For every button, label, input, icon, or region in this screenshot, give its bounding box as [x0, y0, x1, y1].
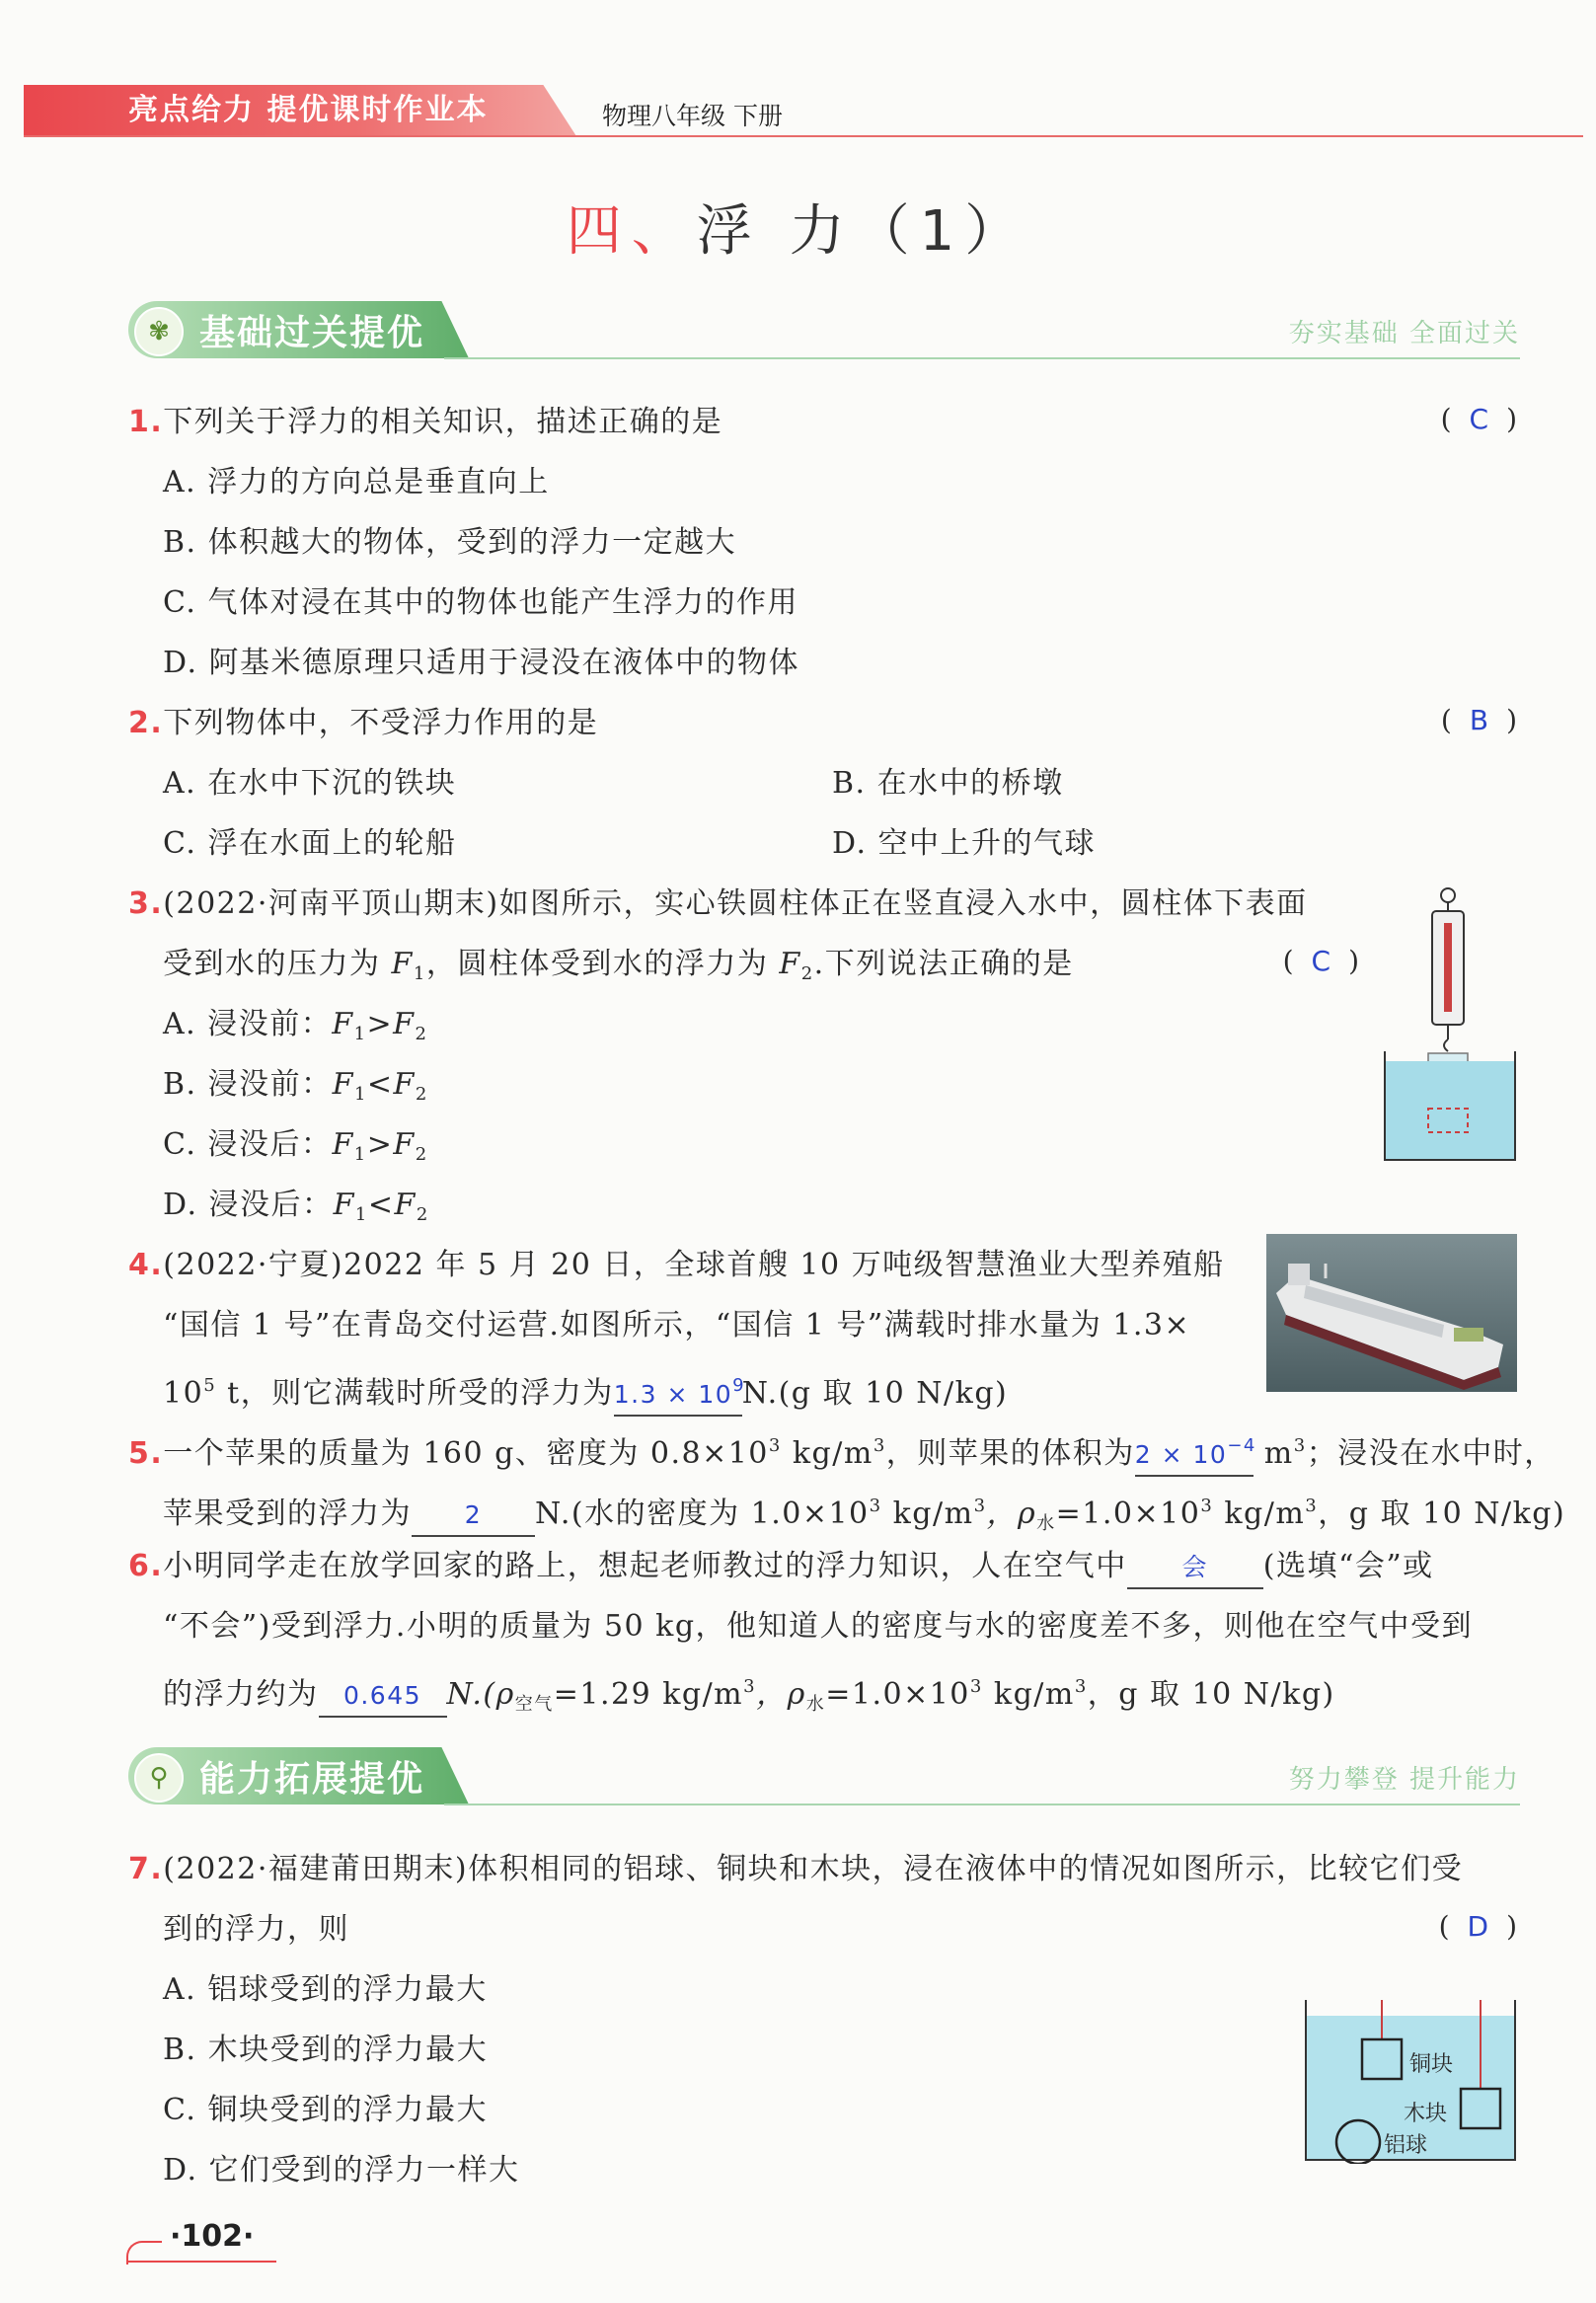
section-rule	[444, 1804, 1520, 1805]
q6-line3: 的浮力约为 0.645 $N.(\rho_{空气}=1.29$ $kg/m^3$，$\rho_水=1.0\times 10^3$ $kg/m^3$，g 取 10 N/kg)	[163, 1667, 1335, 1725]
book-title: 物理八年级 下册	[602, 102, 783, 130]
magnifier-icon: ⚲	[134, 1753, 184, 1803]
q4-blank[interactable]: $1.3 \times 10^9$	[614, 1366, 742, 1417]
wood-label: 木块	[1404, 2102, 1448, 2126]
q3-option-b: B. 浸没前：$F_1<F_2$	[163, 1067, 428, 1105]
aluminum-label: 铝球	[1384, 2133, 1428, 2158]
title-text: 浮 力（1）	[696, 199, 1030, 264]
q6-blank-force[interactable]: 0.645	[319, 1676, 447, 1718]
sprout-icon: ✾	[134, 307, 184, 356]
q7-option-b: B. 木块受到的浮力最大	[163, 2033, 489, 2067]
q2-answer: ( B )	[1440, 704, 1517, 736]
section-label: 基础过关提优	[199, 313, 425, 353]
q7-option-a: A. 铝球受到的浮力最大	[163, 1972, 488, 2007]
q5-blank-volume[interactable]: $2 \times 10^{-4}$	[1135, 1426, 1254, 1477]
q5-line1: 5.一个苹果的质量为 160 g、密度为 $0.8\times 10^3$ $kg/m^3$，则苹果的体积为$2 \times 10^{-4}$ $m^3$；浸没在水中时，	[128, 1426, 1556, 1477]
q2-stem: 2.下列物体中，不受浮力作用的是	[128, 706, 599, 740]
section-rule	[444, 357, 1520, 359]
q4-line1: 4.(2022·宁夏)2022 年 5 月 20 日，全球首艘 10 万吨级智慧渔业大型养殖船	[128, 1248, 1225, 1282]
header-divider	[24, 135, 1583, 137]
q7-option-c: C. 铜块受到的浮力最大	[163, 2093, 488, 2127]
q4-line3: $10^5$ t，则它满载时所受的浮力为$1.3 \times 10^9N.(g$ 取 10 N/kg)	[163, 1366, 1008, 1417]
page-title	[0, 188, 1596, 267]
q7-figure-container	[1303, 1994, 1520, 2164]
q6-line1: 6.小明同学走在放学回家的路上，想起老师教过的浮力知识，人在空气中 会 (选填“会”或	[128, 1547, 1434, 1589]
q1-answer: ( C )	[1440, 403, 1517, 435]
q5-line2: 苹果受到的浮力为 2 N.(水的密度为 $1.0\times 10^3$ $kg/m^3$，$\rho_水=1.0\times 10^3$ $kg/m^3$，g 取 10 N/kg)	[163, 1487, 1565, 1544]
q7-option-d: D. 它们受到的浮力一样大	[163, 2153, 520, 2188]
q3-option-d: D. 浸没后：$F_1<F_2$	[163, 1188, 429, 1225]
q1-option-d: D. 阿基米德原理只适用于浸没在液体中的物体	[163, 646, 800, 680]
q6-blank-will[interactable]: 会	[1127, 1548, 1263, 1589]
section-motto: 努力攀登 提升能力	[1288, 1765, 1520, 1795]
question-number: 1.	[128, 405, 164, 439]
q3-line2: 受到水的压力为 $F_1$，圆柱体受到水的浮力为 $F_2$.下列说法正确的是	[163, 947, 1074, 984]
q3-answer: ( C )	[1282, 945, 1359, 977]
q4-ship-image	[1266, 1234, 1517, 1392]
copper-label: 铜块	[1409, 2052, 1454, 2077]
q7-line1: 7.(2022·福建莆田期末)体积相同的铝球、铜块和木块，浸在液体中的情况如图所示，比较它们受	[128, 1852, 1464, 1886]
section-label: 能力拓展提优	[199, 1759, 425, 1800]
q1-option-b: B. 体积越大的物体，受到的浮力一定越大	[163, 525, 737, 560]
series-title: 亮点给力 提优课时作业本	[128, 93, 489, 127]
q7-line2: 到的浮力，则	[163, 1912, 349, 1947]
title-number: 四、	[566, 199, 697, 264]
section-motto: 夯实基础 全面过关	[1288, 319, 1520, 348]
q1-option-c: C. 气体对浸在其中的物体也能产生浮力的作用	[163, 585, 798, 620]
q4-line2: “国信 1 号”在青岛交付运营.如图所示，“国信 1 号”满载时排水量为 1.3×	[163, 1308, 1191, 1343]
section-advanced	[128, 1747, 1520, 1806]
q3-option-c: C. 浸没后：$F_1>F_2$	[163, 1127, 428, 1165]
q5-blank-buoyancy[interactable]: 2	[412, 1496, 535, 1537]
q3-line1: 3.(2022·河南平顶山期末)如图所示，实心铁圆柱体正在竖直浸入水中，圆柱体下表面	[128, 886, 1308, 921]
q2-option-a: A. 在水中下沉的铁块	[163, 766, 457, 801]
section-basic	[128, 301, 1520, 360]
q1-option-a: A. 浮力的方向总是垂直向上	[163, 465, 550, 499]
q6-line2: “不会”)受到浮力.小明的质量为 50 kg，他知道人的密度与水的密度差不多，则他在空气中受到	[163, 1609, 1474, 1644]
q7-answer: ( D )	[1438, 1910, 1517, 1943]
q2-option-b: B. 在水中的桥墩	[832, 766, 1064, 801]
q1-stem: 1.下列关于浮力的相关知识，描述正确的是	[128, 405, 723, 439]
footer-line	[128, 2261, 276, 2263]
page-number: ·102·	[170, 2219, 255, 2254]
q3-option-a: A. 浸没前：$F_1>F_2$	[163, 1007, 428, 1044]
q3-figure-spring-scale	[1377, 883, 1525, 1170]
q2-option-d: D. 空中上升的气球	[832, 826, 1097, 861]
q2-option-c: C. 浮在水面上的轮船	[163, 826, 457, 861]
